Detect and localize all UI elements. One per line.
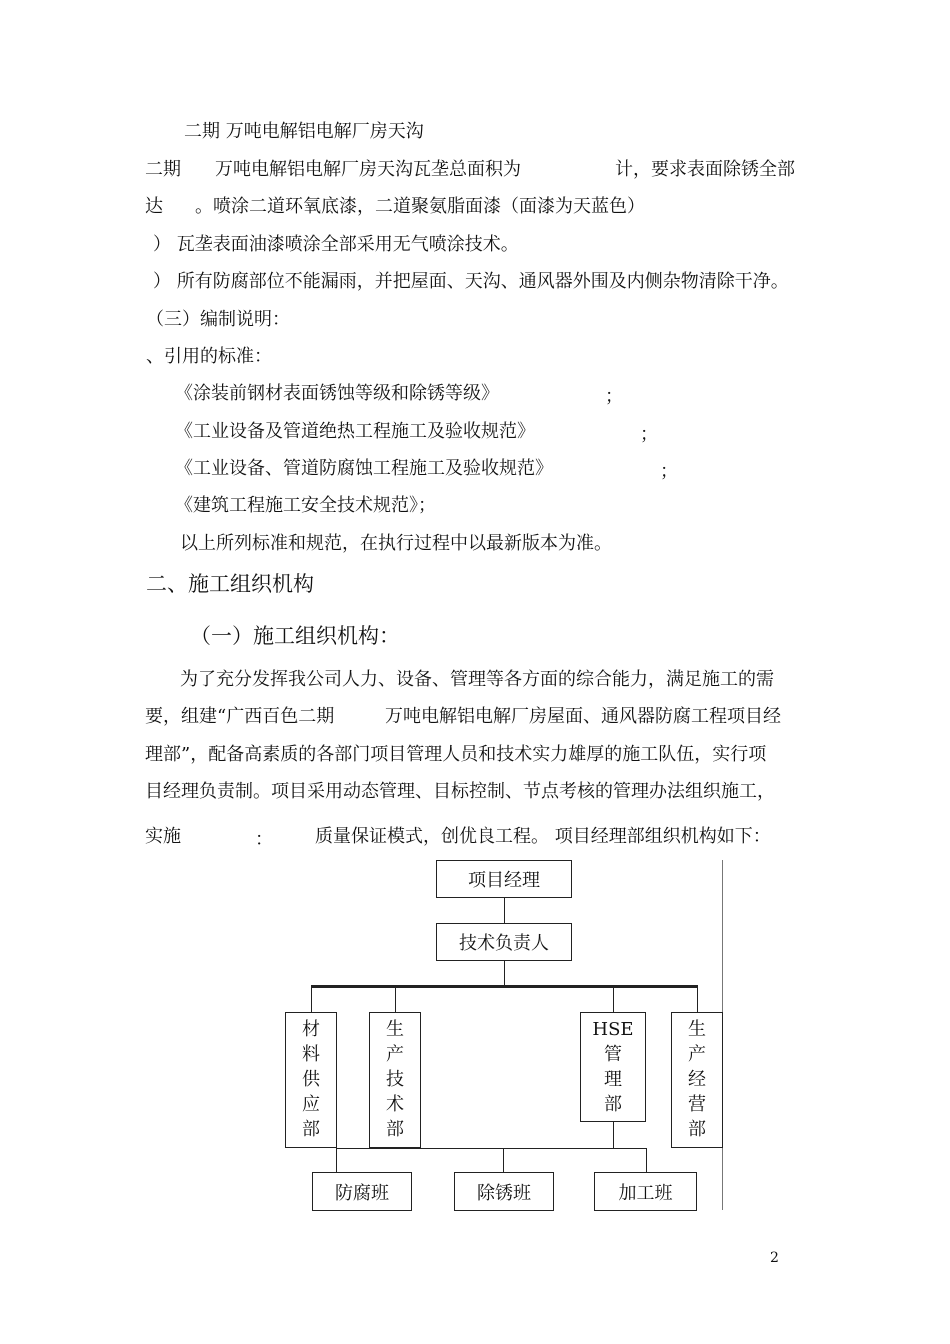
paragraph-line: ：: [255, 829, 273, 850]
text-line: （三）编制说明：: [146, 309, 290, 330]
org-node-char: 生: [688, 1019, 706, 1040]
standard-item: 《建筑工程施工安全技术规范》；: [175, 495, 436, 516]
text-line: 计，要求表面除锈全部: [615, 159, 795, 180]
standard-item: 《工业设备、管道防腐蚀工程施工及验收规范》: [175, 458, 553, 479]
org-node-char: 经: [688, 1069, 706, 1090]
paragraph-line: 理部”，配备高素质的各部门项目管理人员和技术实力雄厚的施工队伍，实行项: [145, 744, 767, 765]
connector-line: [504, 960, 505, 986]
paragraph-line: 为了充分发挥我公司人力、设备、管理等各方面的综合能力，满足施工的需: [180, 669, 774, 690]
connector-line: [336, 1148, 337, 1173]
standard-item-sep: ；: [605, 386, 623, 407]
page-number: 2: [770, 1250, 779, 1266]
org-node-char: 生: [386, 1019, 404, 1040]
text-line: 、引用的标准：: [146, 346, 272, 367]
org-node-char: 应: [302, 1094, 320, 1115]
org-node-char: 部: [604, 1094, 622, 1115]
org-node-char: 营: [688, 1094, 706, 1115]
org-node-hse-dept: [580, 1012, 646, 1122]
standard-item-sep: ；: [660, 461, 678, 482]
org-node-char: 技: [386, 1069, 404, 1090]
org-node-char: 理: [604, 1069, 622, 1090]
text-line: 以上所列标准和规范，在执行过程中以最新版本为准。: [180, 533, 612, 554]
org-node-char: 材: [302, 1019, 320, 1040]
standard-item: 《工业设备及管道绝热工程施工及验收规范》: [175, 421, 535, 442]
text-line: 万吨电解铝电解厂房天沟瓦垄总面积为: [215, 159, 521, 180]
org-node-char: 部: [386, 1119, 404, 1140]
org-node-char: HSE: [592, 1019, 634, 1040]
connector-line: [503, 1148, 504, 1173]
org-node-label: 技术负责人: [459, 933, 549, 954]
org-node-label: 项目经理: [468, 870, 540, 891]
org-node-label: 防腐班: [335, 1182, 389, 1204]
connector-line: [504, 897, 505, 924]
org-node-derusting-team: [454, 1172, 554, 1211]
org-node-char: 部: [302, 1119, 320, 1140]
connector-line: [613, 1120, 614, 1148]
subsection-heading: （一）施工组织机构：: [190, 624, 400, 648]
standard-item: 《涂装前钢材表面锈蚀等级和除锈等级》: [175, 383, 499, 404]
text-line: ） 瓦垄表面油漆喷涂全部采用无气喷涂技术。: [153, 234, 519, 255]
org-node-char: 部: [688, 1119, 706, 1140]
paragraph-line: 万吨电解铝电解厂房屋面、通风器防腐工程项目经: [385, 706, 781, 727]
paragraph-line: 要，组建“广西百色二期: [145, 706, 335, 727]
org-node-char: 料: [302, 1044, 320, 1065]
connector-line: [395, 985, 396, 1012]
org-node-tech-lead: [436, 923, 572, 961]
org-node-label: 除锈班: [477, 1182, 531, 1204]
connector-line: [311, 985, 312, 1012]
connector-line: [311, 985, 698, 988]
connector-line: [697, 985, 698, 1012]
org-node-char: 供: [302, 1069, 320, 1090]
org-node-production-tech-dept: [369, 1012, 421, 1148]
org-node-char: 产: [688, 1044, 706, 1065]
text-line: 。喷涂二道环氧底漆，二道聚氨脂面漆（面漆为天蓝色）: [195, 196, 645, 217]
text-line: 二期: [145, 159, 181, 180]
connector-line: [646, 1148, 647, 1173]
paragraph-line: 目经理负责制。项目采用动态管理、目标控制、节点考核的管理办法组织施工，: [145, 781, 775, 802]
org-node-label: 加工班: [618, 1182, 673, 1204]
paragraph-line: 实施: [145, 826, 181, 847]
text-line: 达: [145, 196, 163, 217]
text-line: ） 所有防腐部位不能漏雨，并把屋面、天沟、通风器外围及内侧杂物清除干净。: [153, 271, 789, 292]
standard-item-sep: ；: [640, 424, 658, 445]
org-node-material-dept: [285, 1012, 337, 1148]
org-node-production-ops-dept: [671, 1012, 723, 1148]
connector-line: [613, 985, 614, 1012]
org-node-anticorrosion-team: [312, 1172, 412, 1211]
connector-line: [336, 1148, 647, 1149]
org-node-project-manager: [436, 860, 572, 898]
org-node-processing-team: [594, 1172, 697, 1211]
text-line: 二期 万吨电解铝电解厂房天沟: [184, 121, 424, 142]
section-heading: 二、施工组织机构: [146, 572, 314, 596]
paragraph-line: 质量保证模式，创优良工程。 项目经理部组织机构如下：: [315, 826, 771, 847]
org-node-char: 产: [386, 1044, 404, 1065]
org-node-char: 管: [604, 1044, 622, 1065]
org-node-char: 术: [386, 1094, 404, 1115]
